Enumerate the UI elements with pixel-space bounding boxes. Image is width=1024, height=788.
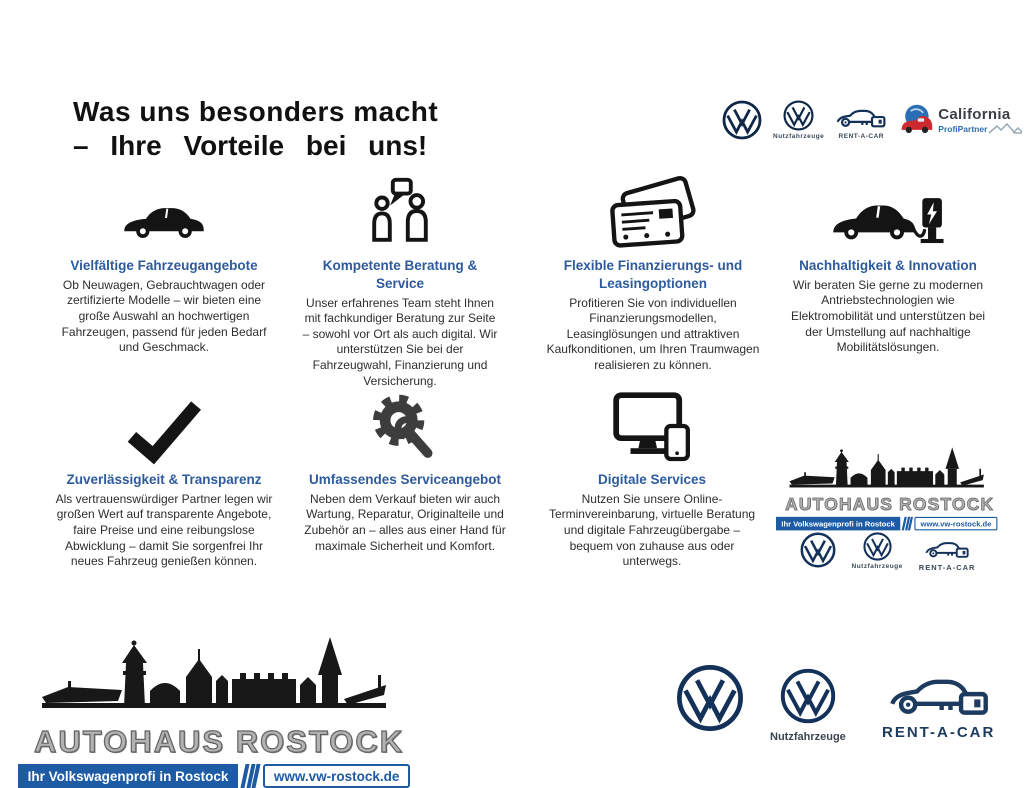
dealer-tagline: Ihr Volkswagenprofi in Rostock	[18, 764, 239, 788]
vw-logo	[676, 664, 744, 737]
benefit-title: Nachhaltigkeit & Innovation	[799, 258, 977, 273]
benefit-title: Umfassendes Serviceangebot	[308, 472, 502, 487]
benefit-service	[300, 390, 510, 554]
consultation-icon	[364, 174, 436, 248]
rostock-skyline-icon	[787, 440, 986, 494]
dealer-logo-block-small	[781, 440, 995, 572]
benefit-title: Digitale Services	[597, 472, 707, 487]
benefit-title: Flexible Finanzierungs- und Leasingoptionen	[563, 258, 743, 291]
benefit-consulting	[302, 176, 498, 389]
rentacar-label: RENT-A-CAR	[838, 133, 884, 140]
rentacar-logo	[882, 672, 995, 741]
rentacar-label: RENT-A-CAR	[882, 724, 996, 741]
benefit-text: Unser erfahrenes Team steht Ihnen mit fachkundiger Beratung zur Seite – sowohl vor Ort als auch digital. Wir unterstützen Sie bei der Fahrzeugwahl, Finanzierung und Versicherung.	[302, 295, 498, 388]
vw-roundel-icon	[676, 664, 744, 732]
page-title	[73, 96, 438, 163]
dealer-website[interactable]: www.vw-rostock.de	[914, 517, 997, 531]
autohaus-rostock-logo	[27, 620, 405, 788]
nutzfahrzeuge-label: Nutzfahrzeuge	[773, 133, 825, 140]
dealer-name: AUTOHAUS ROSTOCK	[785, 494, 995, 515]
benefit-text: Neben dem Verkauf bieten wir auch Wartung, Reparatur, Originalteile und Zubehör an – alles aus einer Hand für maximale Sicherheit und Komfort.	[304, 491, 506, 553]
digital-devices-icon	[609, 390, 695, 462]
vw-nutzfahrzeuge-logo	[773, 100, 824, 140]
dealer-banner	[27, 764, 400, 788]
california-camper-icon	[898, 102, 934, 138]
benefit-text: Wir beraten Sie gerne zu modernen Antriebstechnologien wie Elektromobilität und unterstützen bei der Umstellung auf nachhaltige Mobilitätslösungen.	[790, 277, 986, 355]
benefit-text: Profitieren Sie von individuellen Finanzierungsmodellen, Leasinglösungen und attraktiven Kaufkonditionen, um Ihren Traumwagen realisieren zu können.	[546, 295, 760, 372]
dealer-tagline: Ihr Volkswagenprofi in Rostock	[776, 517, 901, 531]
banner-bars	[243, 764, 258, 788]
vw-roundel-icon	[722, 100, 762, 140]
nutzfahrzeuge-label: Nutzfahrzeuge	[851, 563, 903, 570]
benefit-digital	[546, 390, 758, 570]
benefit-vehicle-range	[50, 176, 278, 356]
benefit-reliability	[50, 390, 278, 570]
rentacar-car-key-icon	[924, 537, 970, 561]
service-icon	[367, 390, 443, 462]
dealer-website[interactable]: www.vw-rostock.de	[263, 764, 411, 788]
california-subtitle: ProfiPartner	[938, 123, 988, 134]
benefit-text: Ob Neuwagen, Gebrauchtwagen oder zertifizierte Modelle – wir bieten eine große Auswahl an hochwertigen Fahrzeugen, passend für jeden Bedarf und Geschmack.	[61, 277, 267, 355]
page-title-line2: – Ihre Vorteile bei uns!	[73, 130, 428, 162]
car-icon	[121, 196, 207, 248]
vw-roundel-icon	[800, 532, 836, 568]
banner-bars	[903, 517, 911, 531]
rentacar-car-key-icon	[835, 104, 887, 131]
california-profipartner-logo	[898, 102, 1023, 138]
dealer-logo-block-large	[27, 620, 405, 788]
vw-logo	[722, 100, 762, 140]
rentacar-label: RENT-A-CAR	[918, 563, 976, 572]
benefit-title: Vielfältige Fahrzeugangebote	[70, 258, 258, 273]
benefit-sustainability	[788, 176, 988, 356]
benefit-title: Kompetente Beratung & Service	[322, 258, 478, 291]
california-title: California	[938, 105, 1011, 123]
benefit-text: Nutzen Sie unsere Online-Terminvereinbarung, virtuelle Beratung und digitale Fahrzeugübergabe – bequem von zuhause aus oder unterwegs.	[548, 491, 756, 569]
dealer-name: AUTOHAUS ROSTOCK	[34, 724, 405, 759]
vw-roundel-icon	[783, 100, 814, 131]
rentacar-logo	[919, 532, 976, 572]
rostock-skyline-icon	[38, 620, 390, 724]
financing-icon	[606, 178, 700, 248]
nutzfahrzeuge-label: Nutzfahrzeuge	[770, 731, 846, 743]
rentacar-car-key-icon	[887, 672, 991, 718]
vw-nutzfahrzeuge-logo	[852, 532, 903, 570]
benefit-title: Zuverlässigkeit & Transparenz	[66, 472, 262, 487]
checkmark-icon	[122, 398, 206, 462]
vw-nutzfahrzeuge-logo	[770, 668, 846, 743]
partner-logo-strip	[722, 100, 1011, 140]
page-title-line1: Was uns besonders macht	[73, 96, 439, 127]
dealer-banner	[781, 517, 992, 531]
vw-roundel-icon	[863, 532, 892, 561]
mountains-icon	[989, 123, 1023, 135]
benefit-financing	[546, 176, 760, 374]
autohaus-rostock-logo	[781, 440, 995, 530]
rentacar-logo	[835, 100, 887, 140]
e-mobility-icon	[830, 194, 946, 248]
vw-roundel-icon	[780, 668, 836, 724]
vw-logo	[800, 532, 836, 568]
benefit-text: Als vertrauenswürdiger Partner legen wir großen Wert auf transparente Angebote, faire Preise und eine reibungslose Abwicklung – damit Sie sorgenfrei Ihr neues Fahrzeug genießen können.	[55, 491, 273, 569]
